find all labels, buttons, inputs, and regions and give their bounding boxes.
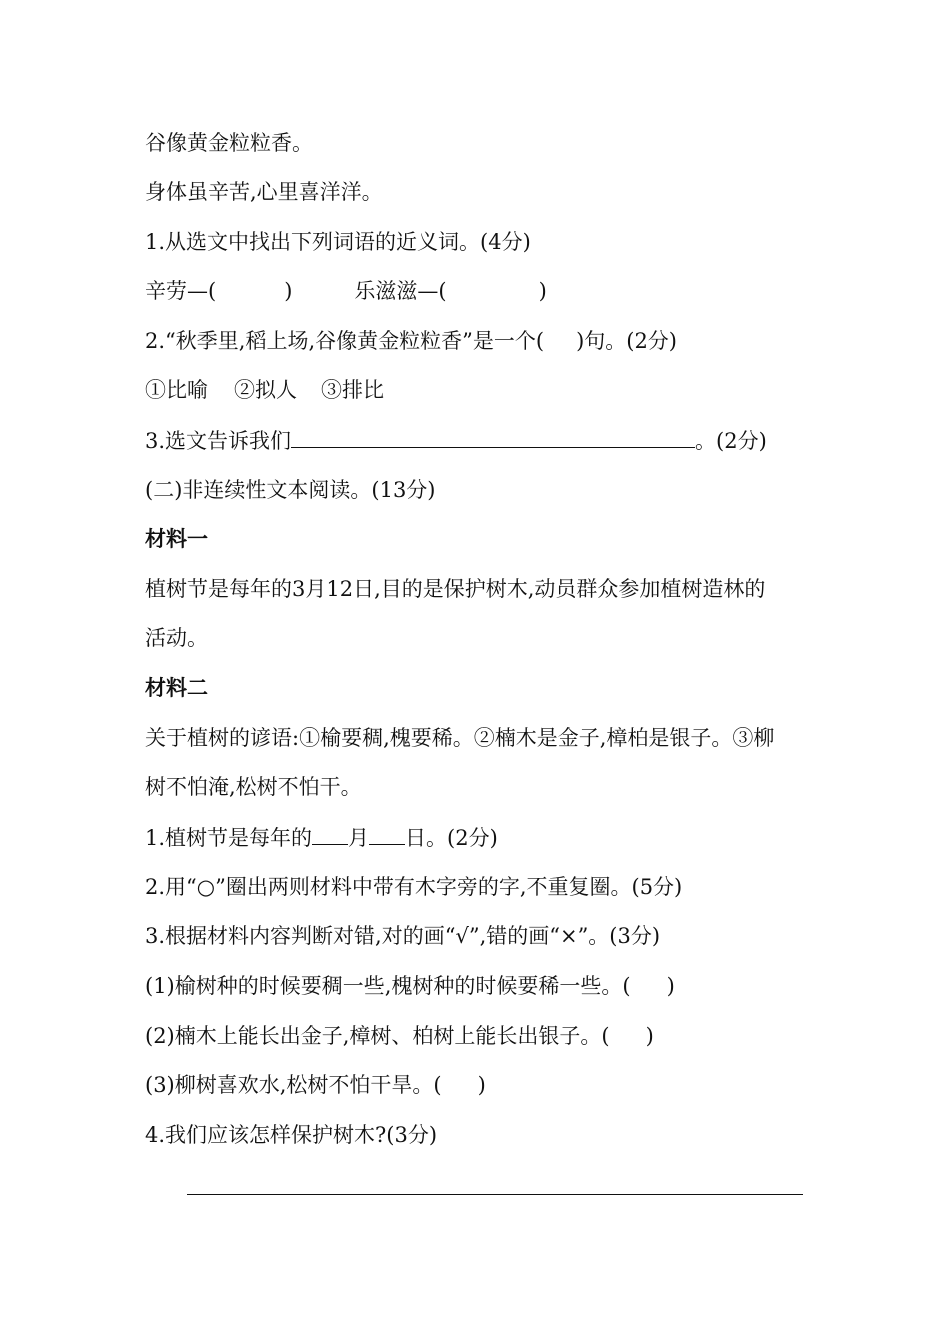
- question-text: 月: [348, 826, 370, 850]
- question-6: 3.根据材料内容判断对错,对的画“√”,错的画“×”。(3分): [145, 924, 661, 948]
- poem-line: 谷像黄金粒粒香。: [145, 131, 313, 155]
- day-blank[interactable]: [369, 822, 405, 845]
- section-heading: (二)非连续性文本阅读。(13分): [145, 478, 436, 502]
- question-text: )句。(2分): [576, 329, 678, 353]
- synonym-prompt: 辛劳—(: [145, 279, 217, 303]
- synonym-answers: [145, 276, 547, 306]
- question-text: 1.植树节是每年的: [145, 826, 313, 850]
- question-4: [145, 822, 498, 853]
- material-2-text: 关于植树的谚语:①榆要稠,槐要稀。②楠木是金子,樟柏是银子。③柳: [145, 726, 775, 750]
- question-1: 1.从选文中找出下列词语的近义词。(4分): [145, 230, 531, 254]
- option-1: ①比喻: [145, 378, 208, 402]
- material-1-title: 材料一: [145, 527, 208, 551]
- question-3: [145, 425, 767, 456]
- judgement-item: [145, 971, 675, 1001]
- question-2: [145, 326, 677, 356]
- question-text: 2.“秋季里,稻上场,谷像黄金粒粒香”是一个(: [145, 329, 545, 353]
- bracket-close: ): [538, 279, 547, 303]
- material-1-text: 活动。: [145, 626, 208, 650]
- judgement-text: (3)柳树喜欢水,松树不怕干旱。(: [145, 1073, 442, 1097]
- question-text: 日。(2分): [405, 826, 498, 850]
- synonym-prompt: 乐滋滋—(: [354, 279, 447, 303]
- question-5: 2.用“○”圈出两则材料中带有木字旁的字,不重复圈。(5分): [145, 875, 683, 899]
- question-7: 4.我们应该怎样保护树木?(3分): [145, 1123, 438, 1147]
- bracket-close: ): [477, 1073, 486, 1097]
- bracket-close: ): [645, 1024, 654, 1048]
- judgement-text: (1)榆树种的时候要稠一些,槐树种的时候要稀一些。(: [145, 974, 631, 998]
- judgement-item: [145, 1070, 486, 1100]
- question-text: 。(2分): [695, 429, 767, 453]
- bracket-close: ): [666, 974, 675, 998]
- judgement-item: [145, 1021, 654, 1051]
- bracket-close: ): [284, 279, 293, 303]
- question-text: 3.选文告诉我们: [145, 429, 292, 453]
- answer-line[interactable]: [187, 1194, 803, 1195]
- question-2-options: [145, 375, 384, 405]
- option-2: ②拟人: [234, 378, 297, 402]
- answer-blank[interactable]: [291, 425, 695, 448]
- material-1-text: 植树节是每年的3月12日,目的是保护树木,动员群众参加植树造林的: [145, 577, 766, 601]
- option-3: ③排比: [321, 378, 384, 402]
- material-2-text: 树不怕淹,松树不怕干。: [145, 775, 362, 799]
- material-2-title: 材料二: [145, 676, 208, 700]
- month-blank[interactable]: [312, 822, 348, 845]
- poem-line: 身体虽辛苦,心里喜洋洋。: [145, 180, 383, 204]
- judgement-text: (2)楠木上能长出金子,樟树、柏树上能长出银子。(: [145, 1024, 610, 1048]
